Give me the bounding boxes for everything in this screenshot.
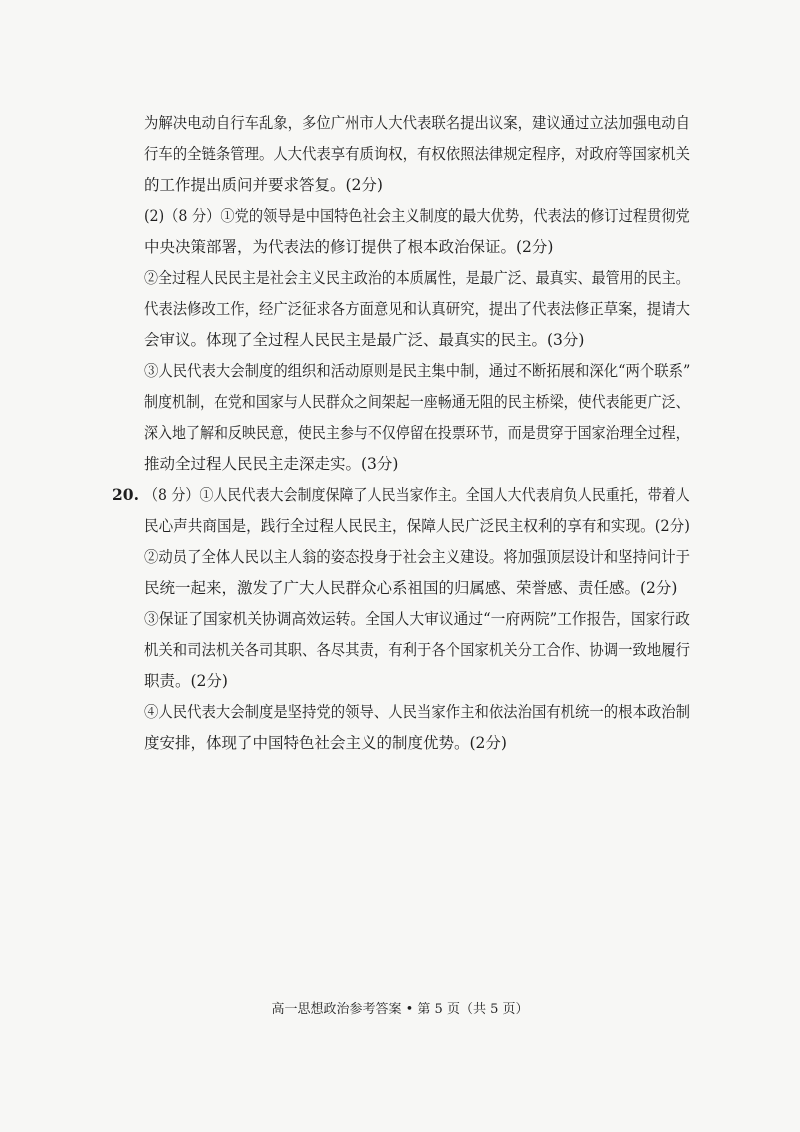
text-line: ③保证了国家机关协调高效运转。全国人大审议通过“一府两院”工作报告，国家行政 bbox=[144, 610, 690, 628]
text-line: 推动全过程人民民主走深走实。(3分) bbox=[144, 455, 399, 473]
text-line: 民统一起来，激发了广大人民群众心系祖国的归属感、荣誉感、责任感。(2分) bbox=[144, 579, 678, 597]
text-line: 职责。(2分) bbox=[144, 672, 228, 690]
question-number: 20. bbox=[112, 485, 139, 504]
text-line: 民心声共商国是，践行全过程人民民主，保障人民广泛民主权利的享有和实现。(2分) bbox=[144, 517, 690, 535]
text-line: 中央决策部署，为代表法的修订提供了根本政治保证。(2分) bbox=[144, 238, 554, 256]
text-line: ④人民代表大会制度是坚持党的领导、人民当家作主和依法治国有机统一的根本政治制 bbox=[144, 703, 691, 721]
text-line: 的工作提出质问并要求答复。(2分) bbox=[144, 176, 383, 194]
text-line: 深入地了解和反映民意，使民主参与不仅停留在投票环节，而是贯穿于国家治理全过程， bbox=[144, 424, 690, 442]
text-line: 度安排，体现了中国特色社会主义的制度优势。(2分) bbox=[144, 734, 507, 752]
text-line: ②动员了全体人民以主人翁的姿态投身于社会主义建设。将加强顶层设计和坚持问计于 bbox=[144, 548, 691, 566]
text-line: ③人民代表大会制度的组织和活动原则是民主集中制，通过不断拓展和深化“两个联系” bbox=[144, 362, 691, 380]
text-line: （8 分）①人民代表大会制度保障了人民当家作主。全国人大代表肩负人民重托，带着人 bbox=[144, 486, 690, 504]
page-footer: 高一思想政治参考答案 • 第 5 页（共 5 页） bbox=[271, 1002, 529, 1017]
text-line: 机关和司法机关各司其职、各尽其责，有利于各个国家机关分工合作、协调一致地履行 bbox=[144, 641, 691, 659]
text-line: (2)（8 分）①党的领导是中国特色社会主义制度的最大优势，代表法的修订过程贯彻党 bbox=[144, 207, 690, 225]
text-line: 制度机制，在党和国家与人民群众之间架起一座畅通无阻的民主桥梁，使代表能更广泛、 bbox=[144, 393, 690, 411]
text-line: 代表法修改工作，经广泛征求各方面意见和认真研究，提出了代表法修正草案，提请大 bbox=[144, 300, 691, 318]
text-line: 行车的全链条管理。人大代表享有质询权，有权依照法律规定程序，对政府等国家机关 bbox=[144, 145, 691, 163]
text-line: ②全过程人民民主是社会主义民主政治的本质属性，是最广泛、最真实、最管用的民主。 bbox=[144, 269, 690, 287]
text-line: 为解决电动自行车乱象，多位广州市人大代表联名提出议案，建议通过立法加强电动自 bbox=[144, 114, 691, 132]
text-line: 会审议。体现了全过程人民民主是最广泛、最真实的民主。(3分) bbox=[144, 331, 585, 349]
